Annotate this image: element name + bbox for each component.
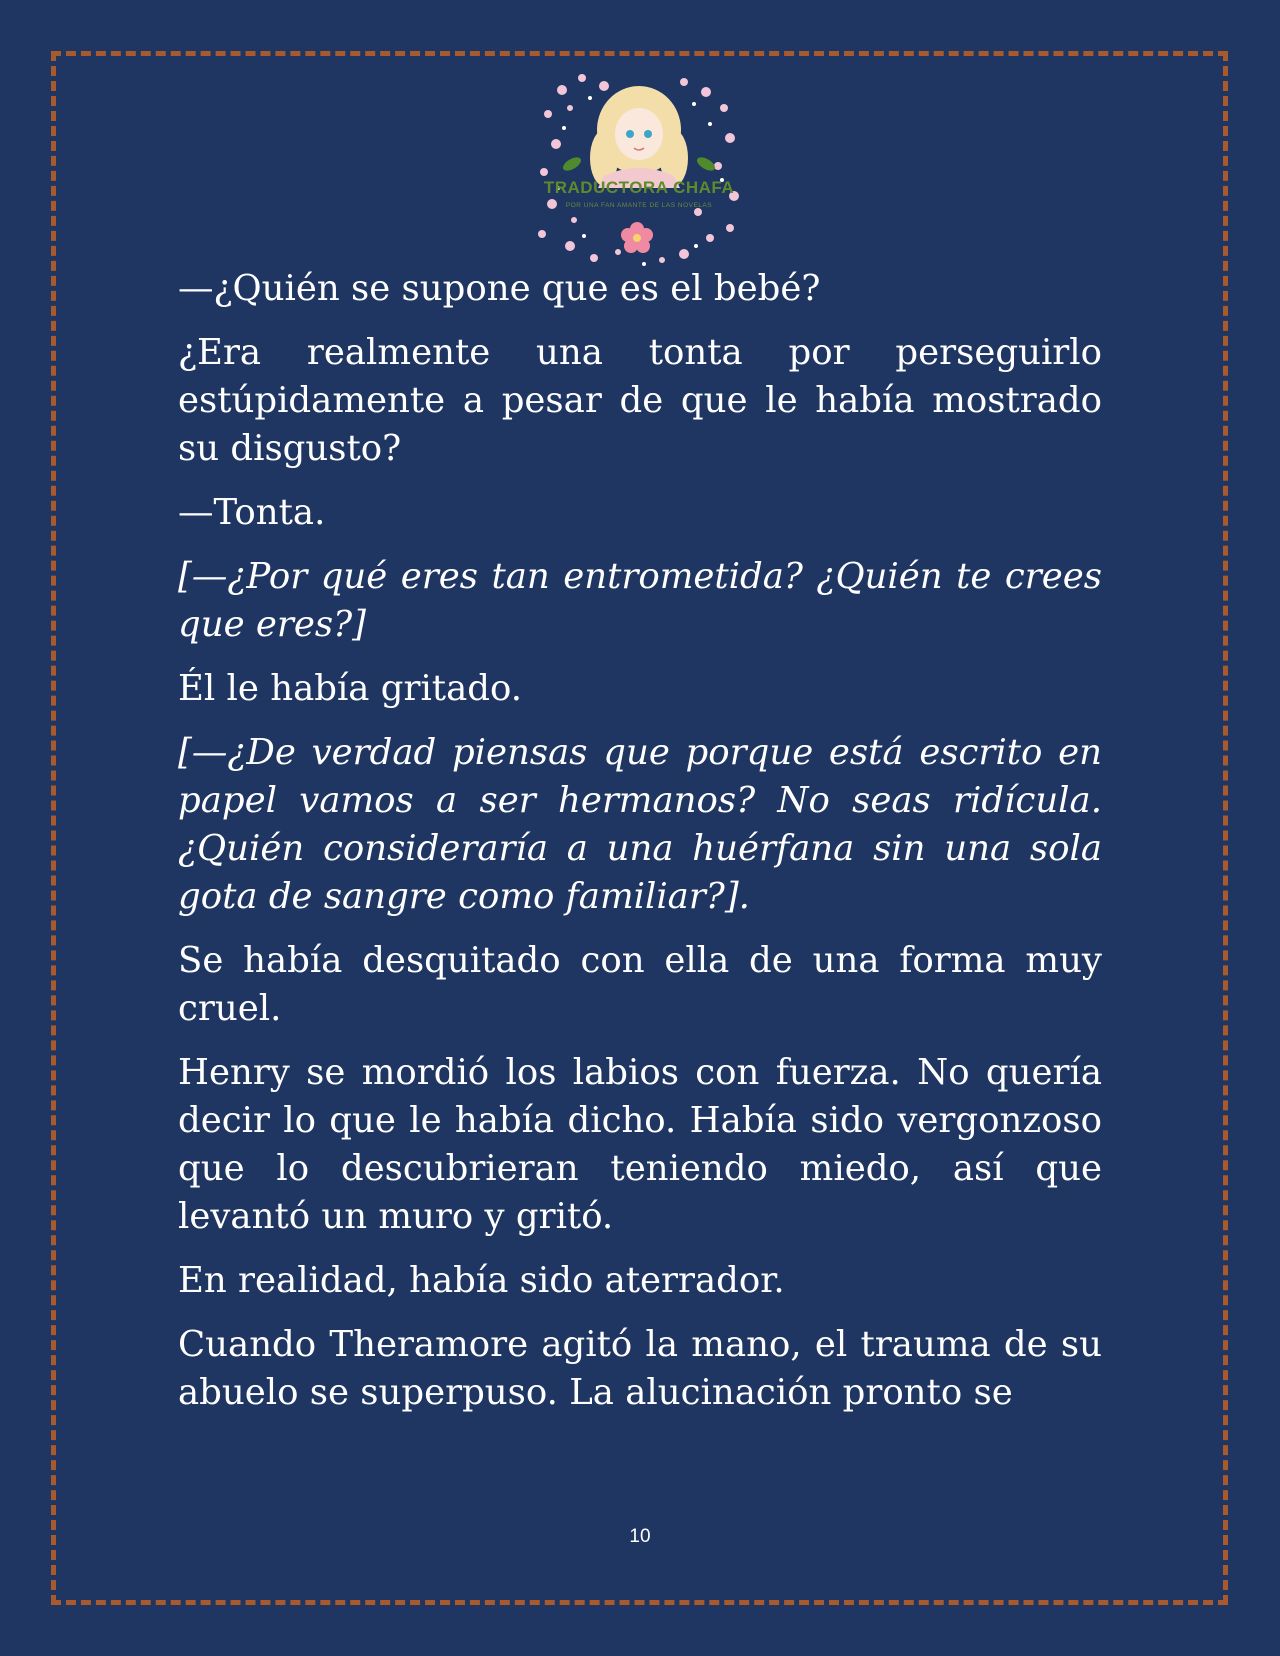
logo (534, 68, 744, 268)
blossom-logo-icon (534, 68, 744, 268)
logo-title: TRADUCTORA CHAFA (543, 178, 735, 197)
paragraph: Henry se mordió los labios con fuerza. No quería decir lo que le había dicho. Había sido vergonzoso que lo descubrieran teniendo miedo, así que levantó un muro y gritó. (178, 1052, 1102, 1237)
paragraph-italic: [—¿De verdad piensas que porque está escrito en papel vamos a ser hermanos? No seas ridícula. ¿Quién consideraría a una huérfana sin una sola gota de sangre como familiar?]. (178, 732, 1102, 917)
paragraph: Se había desquitado con ella de una forma muy cruel. (178, 940, 1102, 1029)
logo-subtitle: POR UNA FAN AMANTE DE LAS NOVELAS (565, 202, 713, 209)
paragraph: En realidad, había sido aterrador. (178, 1260, 785, 1301)
paragraph-italic: [—¿Por qué eres tan entrometida? ¿Quién te crees que eres?] (178, 556, 1102, 645)
document-body (178, 265, 1102, 1433)
page-number: 10 (629, 1526, 651, 1547)
paragraph: ¿Era realmente una tonta por perseguirlo estúpidamente a pesar de que le había mostrado su disgusto? (178, 332, 1102, 469)
paragraph: Él le había gritado. (178, 668, 522, 709)
paragraph: Cuando Theramore agitó la mano, el trauma de su abuelo se superpuso. La alucinación pronto se (178, 1324, 1102, 1413)
paragraph: —¿Quién se supone que es el bebé? (178, 268, 821, 309)
paragraph: —Tonta. (178, 492, 326, 533)
